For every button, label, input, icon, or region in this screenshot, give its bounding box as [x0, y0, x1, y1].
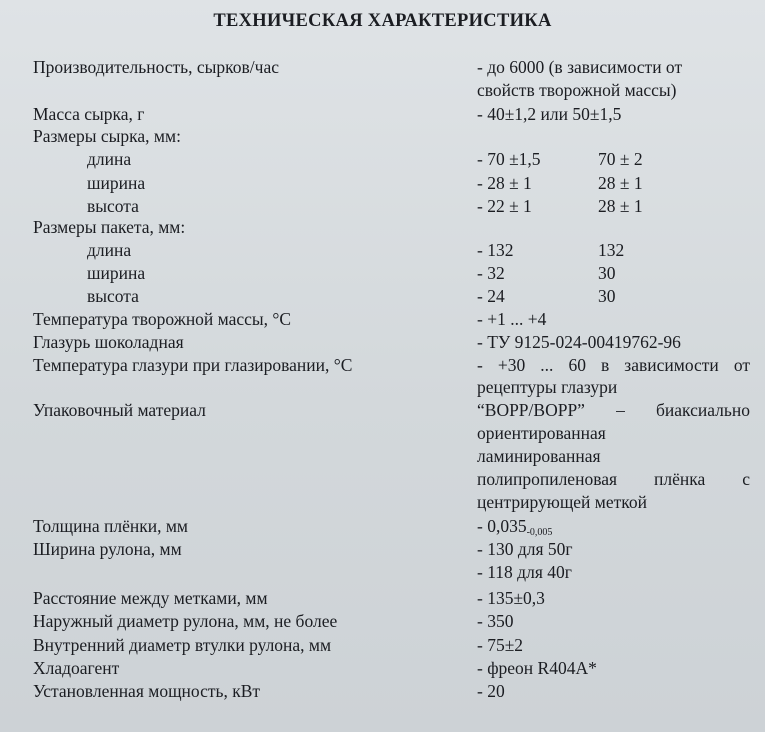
packing-value-3: ламинированная	[477, 446, 601, 466]
pack-width-b: 30	[598, 263, 616, 283]
glaze-temp-value-cont: рецептуры глазури	[477, 377, 618, 397]
cheese-length-b: 70 ± 2	[598, 149, 643, 169]
mass-temp-value: - +1 ... +4	[477, 309, 547, 329]
cheese-length-a: - 70 ±1,5	[477, 149, 541, 169]
glaze-value: - ТУ 9125-024-00419762-96	[477, 332, 681, 352]
packing-label: Упаковочный материал	[33, 400, 206, 420]
mass-label: Масса сырка, г	[33, 104, 145, 124]
sleeve-inner-label: Внутренний диаметр втулки рулона, мм	[33, 635, 332, 655]
pack-width-a: - 32	[477, 263, 505, 283]
mass-temp-label: Температура творожной массы, °C	[33, 309, 292, 329]
power-value: - 20	[477, 681, 505, 701]
packing-value-2: ориентированная	[477, 423, 606, 443]
glaze-temp-label: Температура глазури при глазировании, °C	[33, 355, 353, 375]
roll-outer-value: - 350	[477, 611, 514, 631]
page-title: ТЕХНИЧЕСКАЯ ХАРАКТЕРИСТИКА	[213, 11, 552, 31]
pack-width-label: ширина	[87, 263, 146, 283]
cheese-sizes-label: Размеры сырка, мм:	[33, 126, 181, 146]
sleeve-inner-value: - 75±2	[477, 635, 524, 655]
packing-value-4: полипропиленовая плёнка с	[477, 469, 750, 489]
cheese-height-label: высота	[87, 196, 139, 216]
cheese-height-a: - 22 ± 1	[477, 196, 532, 216]
pack-sizes-label: Размеры пакета, мм:	[33, 217, 186, 237]
pack-height-label: высота	[87, 286, 139, 306]
packing-value-1: “BOPP/BOPP” – биаксиально	[477, 400, 750, 420]
productivity-value-cont: свойств творожной массы)	[477, 80, 677, 100]
power-label: Установленная мощность, кВт	[33, 681, 261, 701]
film-thickness-tolerance: -0,005	[526, 527, 553, 538]
glaze-label: Глазурь шоколадная	[33, 332, 184, 352]
mark-distance-label: Расстояние между метками, мм	[33, 588, 268, 608]
pack-height-b: 30	[598, 286, 616, 306]
cheese-width-b: 28 ± 1	[598, 173, 643, 193]
film-thickness-nominal: - 0,035	[477, 516, 527, 536]
mark-distance-value: - 135±0,3	[477, 588, 545, 608]
roll-outer-label: Наружный диаметр рулона, мм, не более	[33, 611, 338, 631]
pack-length-a: - 132	[477, 240, 514, 260]
pack-height-a: - 24	[477, 286, 505, 306]
cheese-length-label: длина	[87, 149, 132, 169]
pack-length-b: 132	[598, 240, 625, 260]
glaze-temp-value: - +30 ... 60 в зависимости от	[477, 355, 750, 375]
roll-width-label: Ширина рулона, мм	[33, 539, 182, 559]
cheese-width-label: ширина	[87, 173, 146, 193]
film-thickness-label: Толщина плёнки, мм	[33, 516, 188, 536]
pack-length-label: длина	[87, 240, 132, 260]
mass-value: - 40±1,2 или 50±1,5	[477, 104, 622, 124]
roll-width-value-50: - 130 для 50г	[477, 539, 573, 559]
cheese-width-a: - 28 ± 1	[477, 173, 532, 193]
packing-value-5: центрирующей меткой	[477, 492, 648, 512]
roll-width-value-40: - 118 для 40г	[477, 562, 572, 582]
coolant-label: Хладоагент	[33, 658, 120, 678]
cheese-height-b: 28 ± 1	[598, 196, 643, 216]
productivity-value: - до 6000 (в зависимости от	[477, 57, 683, 77]
coolant-value: - фреон R404A*	[477, 658, 597, 678]
productivity-label: Производительность, сырков/час	[33, 57, 279, 77]
